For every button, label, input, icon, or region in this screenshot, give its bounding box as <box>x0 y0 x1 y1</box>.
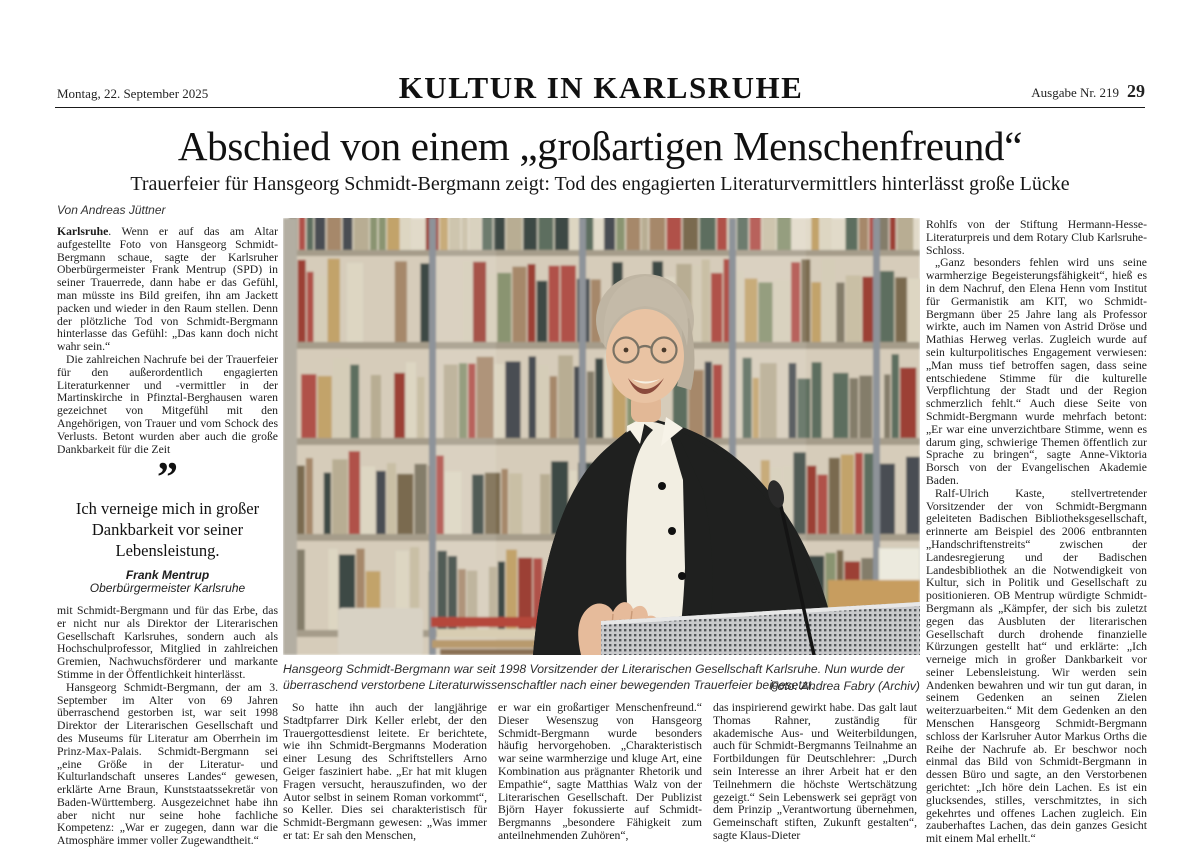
pull-quote-author: Frank Mentrup <box>125 568 210 583</box>
dateline: Karlsruhe <box>57 226 109 238</box>
article-paragraph: er war ein großartiger Menschenfreund.“ Dieser Wesenszug von Hansgeorg Schmidt-Bergmann wurde besonders häufig hervorgehoben. „Charakteristisch war seine warmherzige und kluge Art, eine Kombination aus prägnanter Rhetorik und Empathie“, sagte Matthias Walz von der Literarischen Gesellschaft. Der Publizist Björn Hayer fokussierte auf Schmidt-Bergmanns „besondere Fähigkeit zum anteilnehmenden Zuhören“, <box>498 702 702 842</box>
masthead <box>57 58 1145 106</box>
article-paragraph: Hansgeorg Schmidt-Bergmann, der am 3. September im Alter von 69 Jahren überraschend gestorben ist, war seit 1998 Direktor der Literarischen Gesellschaft und des Museums für Literatur am Oberrhein im Prinz-Max-Palais. Schmidt-Bergmann sei „eine Größe in der Literatur- und Kulturlandschaft unseres Landes“ gewesen, erklärte Arne Braun, Kunststaatssekretär von Baden-Württemberg. Ausgezeichnet habe ihn aber nicht nur seine hohe fachliche Kompetenz: „War er zugegen, dann war die Atmosphäre immer voller Zugewandtheit.“ <box>57 680 278 848</box>
article-paragraph: So hatte ihn auch der langjährige Stadtpfarrer Dirk Keller erlebt, der den Trauergottesdienst leitete. Er berichtete, wie ihn Schmidt-Bergmanns Moderation einer Lesung des Schriftstellers Arno Geiger fasziniert habe. „Er hat mit klugen Fragen versucht, herauszufinden, wo der Autor selbst in seinem Roman vorkommt“, so Keller. Dies sei charakteristisch für Schmidt-Bergmann gewesen: „Was immer er tat: Er sah den Menschen, <box>283 702 487 842</box>
article-paragraph: Ralf-Ulrich Kaste, stellvertretender Vorsitzender der von Schmidt-Bergmann geleiteten Badischen Bibliotheksgesellschaft, erinnerte am Beispiel des 2006 entbrannten „Handschriftenstreits“ zwischen der Landesregierung und der Badischen Landesbibliothek an die Notwendigkeit von Kultur, sich in Politik und Gesellschaft zu positionieren. OB Mentrup würdigte Schmidt-Bergmann als „Kämpfer, der sich bis zuletzt gegen das Ausbluten der literarischen Gesellschaft durch drohende finanzielle Kürzungen gestellt hat“ und erklärte: „Ich verneige mich in großer Dankbarkeit vor seiner Lebensleistung. Wir werden sein Andenken bewahren und wir tun gut daran, in seinem Gedenken an seinen Zielen weiterzuarbeiten.“ Mit dem Gedenken an den Menschen Hansgeorg Schmidt-Bergmann schloss der Karlsruher Autor Markus Orths die Reihe der Nachrufe ab. Er beschwor noch einmal das Bild von Schmidt-Bergmann in dessen Büro und sagte, an den Verstorbenen gerichtet: „Ich höre dein Lachen. Es ist ein glucksendes, stilles, verschmitztes, in sich gekehrtes und offenes Lachen zugleich. Ein zauberhaftes Lachen, das dein ganzes Gesicht mit einem Mal erhellt.“ <box>926 486 1147 846</box>
face <box>606 309 684 403</box>
photo-illustration <box>283 218 920 655</box>
article-paragraph: Rohlfs von der Stiftung Hermann-Hesse-Literaturpreis und dem Rotary Club Karlsruhe-Schloss. <box>926 219 1147 257</box>
masthead-divider <box>55 107 1145 108</box>
page-number: 29 <box>1127 81 1145 101</box>
article-paragraph <box>57 226 278 354</box>
article-photo <box>283 218 920 655</box>
article-paragraph: mit Schmidt-Bergmann und für das Erbe, das er nicht nur als Direktor der Literarischen Gesellschaft Karlsruhes, sondern auch als Hochschulprofessor, Mitglied in zahlreichen Gremien, Nachwuchsförderer und markante Stimme in der Öffentlichkeit hinterlässt. <box>57 603 278 681</box>
issue-label: Ausgabe Nr. 219 <box>1031 85 1119 100</box>
right-column <box>926 219 1147 864</box>
pull-quote-role: Oberbürgermeister Karlsruhe <box>89 581 246 596</box>
issue-date: Montag, 22. September 2025 <box>57 86 209 101</box>
article-headline: Abschied von einem „großartigen Menschenfreund“ <box>177 123 1023 169</box>
photo-caption <box>283 661 920 695</box>
article-paragraph: „Ganz besonders fehlen wird uns seine warmherzige Begeisterungsfähigkeit“, hieß es in dem Nachruf, den Elena Henn vom Institut für Germanistik am KIT, wo Schmidt-Bergmann über 25 Jahre lang als Professor wirkte, auch im Namen von Astrid Dröse und Mathias Herweg verlas. Zugleich wurde auf sein kulturpolitisches Engagement verwiesen: „Man muss tief betroffen sagen, dass seine entschiedene Stimme für die kulturelle Verpflichtung der Stadt und der Region schmerzlich fehlt.“ Auch diese Seite von Schmidt-Bergmann wurde mehrfach betont: „Er war eine unverzichtbare Stimme, wenn es darum ging, schwierige Themen öffentlich zur Sprache zu bringen“, sagte Anne-Viktoria Borsch von der Evangelischen Akademie Baden. <box>926 256 1147 487</box>
article-paragraph: Die zahlreichen Nachrufe bei der Trauerfeier für den außerordentlich engagierten Literaturkenner und -vermittler in der Martinskirche in Pfinztal-Berghausen waren gezeichnet von Mitgefühl mit den Angehörigen, von Trauer und vom Schock des Verlusts. Betont wurden aber auch die große Dankbarkeit für die Zeit <box>57 352 278 456</box>
left-column <box>57 226 278 862</box>
pull-quote <box>63 455 272 596</box>
pull-quote-text: Ich verneige mich in großer Dankbarkeit vor seiner Lebensleistung. <box>75 499 260 561</box>
continuation-column-1 <box>283 702 487 864</box>
continuation-column-2 <box>498 702 702 864</box>
article-paragraph: das inspirierend gewirkt habe. Das galt laut Thomas Rahner, zuständig für akademische Aus- und Weiterbildungen, auch für Schmidt-Bergmanns Teilnahme an Fortbildungen für Deutschlehrer: „Durch sein Interesse an ihrer Arbeit hat er den Teilnehmern die höchste Wertschätzung gezeigt.“ Sein Lebenswerk sei geprägt von dem Prinzip „Verantwortung übernehmen, Gemeinschaft stiften, Zukunft gestalten“, sagte Klaus-Dieter <box>713 702 917 842</box>
issue-info <box>1031 81 1145 102</box>
photo-caption-text: Hansgeorg Schmidt-Bergmann war seit 1998 Vorsitzender der Literarischen Gesellschaft Karlsruhe. Nun wurde der überraschend verstorbene Literaturwissenschaftler nach einer bewegenden Trauerfeier beigesetzt. <box>283 662 905 692</box>
photo-credit: Foto: Andrea Fabry (Archiv) <box>770 679 920 693</box>
section-title: KULTUR IN KARLSRUHE <box>398 70 804 105</box>
article-byline: Von Andreas Jüttner <box>57 203 166 217</box>
quote-mark-icon: ” <box>157 455 178 502</box>
article-subheadline: Trauerfeier für Hansgeorg Schmidt-Bergmann zeigt: Tod des engagierten Literaturvermittlers hinterlässt große Lücke <box>130 173 1070 195</box>
paragraph-text: . Wenn er auf das am Altar aufgestellte Foto von Hansgeorg Schmidt-Bergmann schaue, sagte der Karlsruher Oberbürgermeister Frank Mentrup (SPD) in seiner Trauerrede, dann habe er das Gefühl, man müsste ins Bild greifen, ihn am Jackett packen und wieder in den Raum stellen. Denn der plötzliche Tod von Schmidt-Bergmann hinterlasse das Gefühl: „Das kann doch nicht wahr sein.“ <box>57 226 278 354</box>
continuation-column-3 <box>713 702 917 864</box>
